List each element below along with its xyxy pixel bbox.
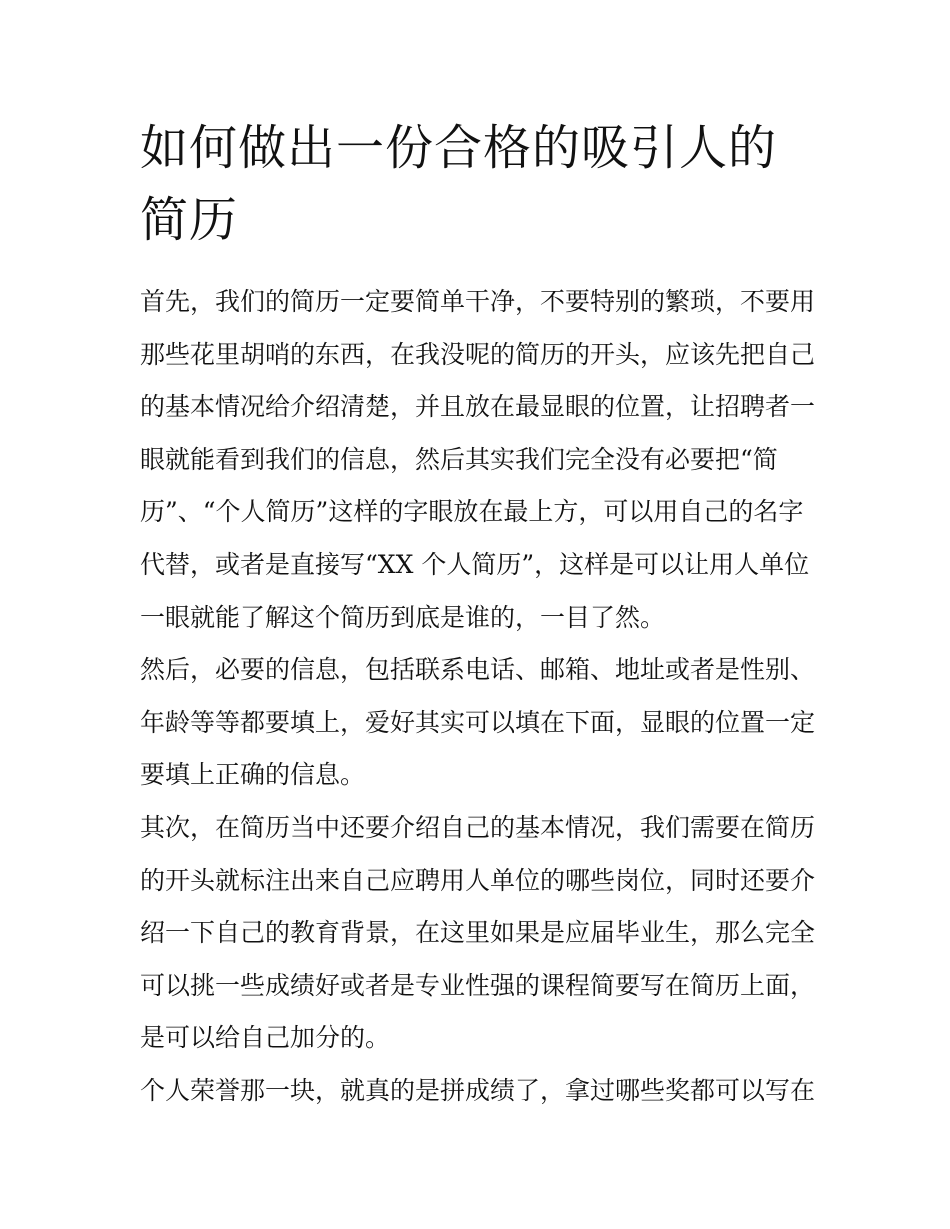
paragraph-basic-info	[140, 808, 815, 1058]
text-line: 一眼就能了解这个简历到底是谁的，一目了然。	[140, 602, 666, 632]
text-line: 其次，在简历当中还要介绍自己的基本情况，我们需要在简历	[140, 812, 815, 842]
paragraph-honors	[140, 1071, 815, 1111]
text-line: 首先，我们的简历一定要简单干净，不要特别的繁琐，不要用	[140, 287, 815, 316]
text-line: 要填上正确的信息。	[140, 760, 366, 790]
document-title-line: 简历	[140, 192, 239, 248]
paragraph-intro	[140, 282, 815, 638]
text-line: 然后，必要的信息，包括联系电话、邮箱、地址或者是性别、	[140, 655, 815, 685]
paragraph-contact-info	[140, 650, 815, 795]
text-line: 绍一下自己的教育背景，在这里如果是应届毕业生，那么完全	[140, 918, 815, 948]
text-line: 个人荣誉那一块，就真的是拼成绩了，拿过哪些奖都可以写在	[140, 1075, 815, 1105]
document-body	[140, 282, 815, 1124]
text-line: 眼就能看到我们的信息，然后其实我们完全没有必要把“简	[140, 444, 778, 474]
text-line: 代替，或者是直接写“XX 个人简历”，这样是可以让用人单位	[140, 549, 810, 579]
document-title-line: 如何做出一份合格的吸引人的	[140, 120, 778, 176]
text-line: 的基本情况给介绍清楚，并且放在最显眼的位置，让招聘者一	[140, 392, 815, 422]
text-line: 的开头就标注出来自己应聘用人单位的哪些岗位，同时还要介	[140, 865, 815, 895]
text-line: 可以挑一些成绩好或者是专业性强的课程简要写在简历上面，	[140, 970, 815, 1000]
text-line: 历”、“个人简历”这样的字眼放在最上方，可以用自己的名字	[140, 497, 804, 527]
text-line: 那些花里胡哨的东西，在我没呢的简历的开头，应该先把自己	[140, 339, 815, 369]
document-title	[140, 112, 820, 256]
text-line: 年龄等等都要填上，爱好其实可以填在下面，显眼的位置一定	[140, 707, 815, 737]
text-line: 是可以给自己加分的。	[140, 1023, 391, 1053]
